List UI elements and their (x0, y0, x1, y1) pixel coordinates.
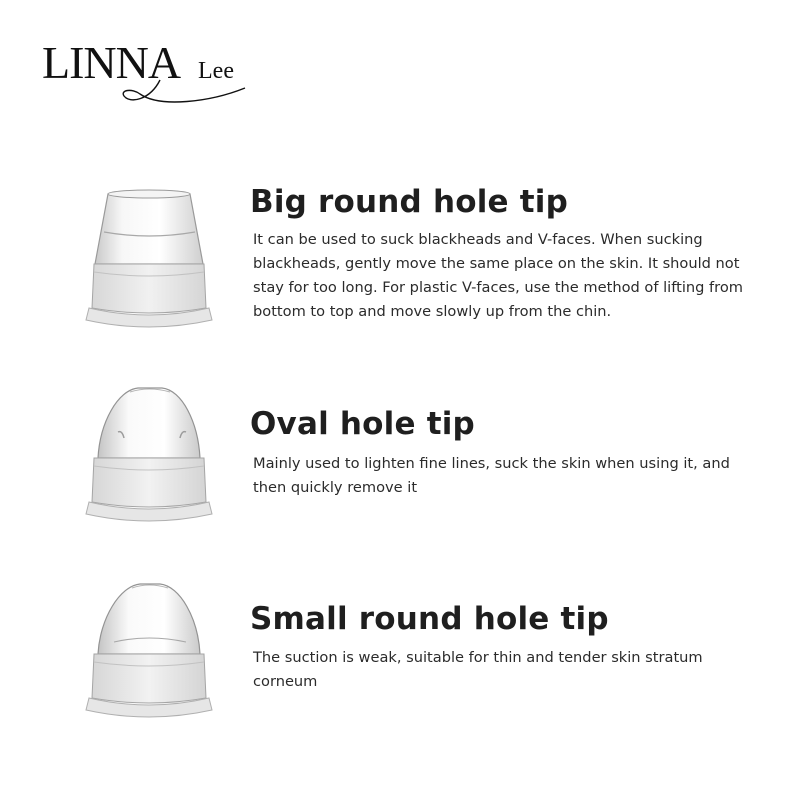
tip-description: It can be used to suck blackheads and V-faces. When sucking blackheads, gently move the same place on the skin. It should not stay for too long. For plastic V-faces, use the method of lifting from bottom to top and move slowly up from the chin. (253, 231, 743, 320)
svg-text:Lee: Lee (198, 58, 234, 84)
tip-title: Oval hole tip (250, 406, 475, 442)
small-round-hole-tip-icon (78, 570, 238, 730)
big-round-hole-tip-icon (78, 180, 238, 340)
tip-title: Small round hole tip (250, 601, 609, 637)
svg-text:LINNA: LINNA (42, 37, 181, 88)
tip-title: Big round hole tip (250, 184, 568, 220)
oval-hole-tip-icon (78, 372, 238, 532)
brand-logo-mark (40, 30, 260, 110)
tip-description: The suction is weak, suitable for thin and tender skin stratum corneum (253, 649, 703, 690)
tip-description: Mainly used to lighten fine lines, suck the skin when using it, and then quickly remove it (253, 455, 730, 496)
brand-logo (40, 30, 260, 110)
